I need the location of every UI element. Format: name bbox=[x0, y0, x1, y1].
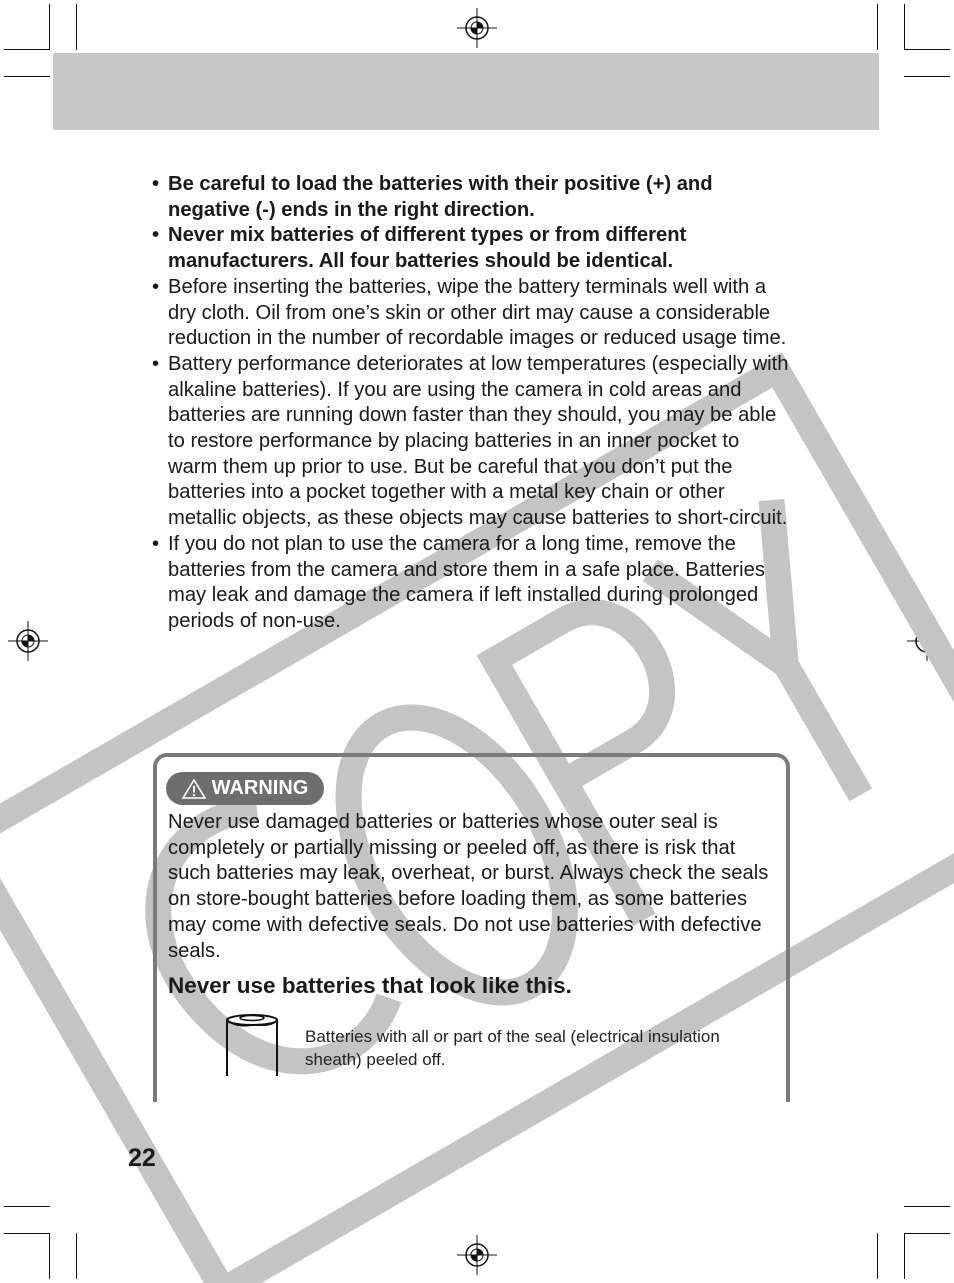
list-item: • Be careful to load the batteries with their positive (+) and negative (-) ends in the right direction. bbox=[152, 172, 792, 223]
registration-mark-icon bbox=[8, 621, 48, 661]
list-item: • Never mix batteries of different types or from different manufacturers. All four batteries should be identical. bbox=[152, 223, 792, 274]
list-item: • Battery performance deteriorates at low temperatures (especially with alkaline batteries). If you are using the camera in cold areas and batteries are running down faster than they should, you may be able to restore performance by placing batteries in an inner pocket to warm them up prior to use. But be careful that you don’t put the batteries into a pocket together with a metal key chain or other metallic objects, as these objects may cause batteries to short-circuit. bbox=[152, 352, 792, 532]
warning-label: WARNING bbox=[211, 777, 309, 799]
warning-badge bbox=[166, 772, 324, 805]
warning-body: Never use damaged batteries or batteries whose outer seal is completely or partially missing or peeled off, as there is risk that such batteries may leak, overheat, or burst. Always check the seals on store-bought batteries before loading them, as some batteries may come with defective seals. Do not use batteries with defective seals. bbox=[168, 811, 769, 962]
registration-mark-icon bbox=[457, 1235, 497, 1275]
illustration-caption: Batteries with all or part of the seal (electrical insulation sheath) peeled off. bbox=[305, 1027, 720, 1069]
precaution-list bbox=[152, 172, 792, 635]
list-item: • Before inserting the batteries, wipe the battery terminals well with a dry cloth. Oil from one’s skin or other dirt may cause a considerable reduction in the number of recordable images or reduced usage time. bbox=[152, 275, 792, 352]
peeled-battery-icon bbox=[222, 1010, 282, 1080]
registration-mark-icon bbox=[457, 8, 497, 48]
registration-mark-icon bbox=[907, 621, 947, 661]
header-band bbox=[53, 53, 879, 130]
warning-triangle-icon bbox=[182, 779, 206, 799]
warning-subheading: Never use batteries that look like this. bbox=[168, 973, 572, 998]
page-number: 22 bbox=[128, 1144, 156, 1172]
list-item: • If you do not plan to use the camera for a long time, remove the batteries from the camera and store them in a safe place. Batteries may leak and damage the camera if left installed during prolonged periods of non-use. bbox=[152, 532, 792, 635]
